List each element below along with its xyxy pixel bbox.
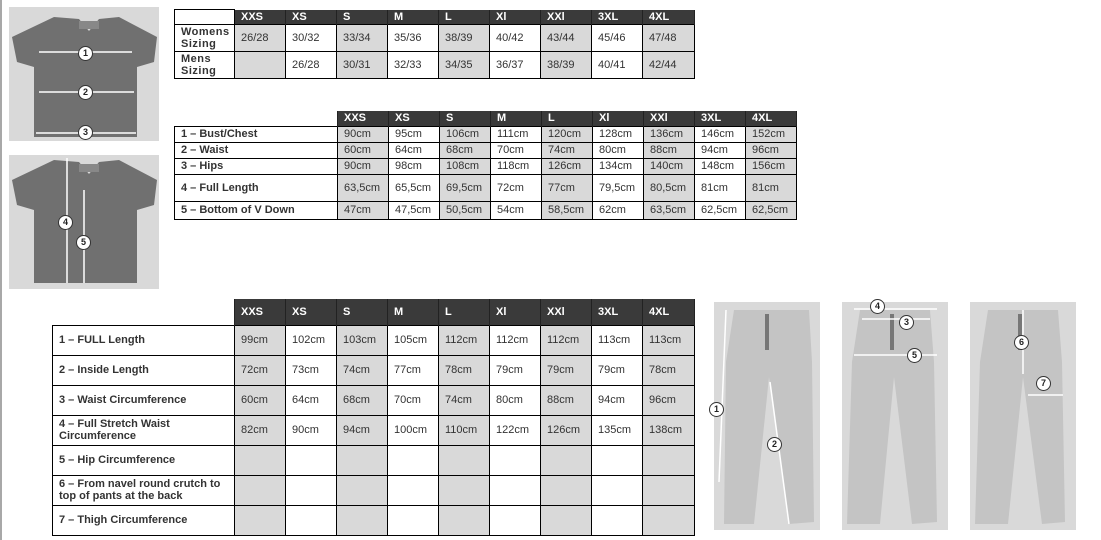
cell: 77cm	[388, 355, 439, 385]
marker-4: 4	[58, 215, 73, 230]
corner-cell	[53, 299, 235, 325]
table-row	[175, 201, 797, 219]
row-label: 3 – Hips	[175, 158, 338, 174]
top-measurements-table	[174, 111, 797, 220]
size-header: 4XL	[643, 10, 695, 25]
cell: 126cm	[541, 415, 592, 445]
marker-5: 5	[76, 235, 91, 250]
size-header: 3XL	[695, 111, 746, 126]
size-header: XXl	[644, 111, 695, 126]
cell: 112cm	[490, 325, 541, 355]
cell: 64cm	[286, 385, 337, 415]
cell: 62,5cm	[746, 201, 797, 219]
cell: 62,5cm	[695, 201, 746, 219]
corner-cell	[175, 10, 235, 25]
cell: 60cm	[338, 142, 389, 158]
size-conversion-table	[174, 9, 695, 79]
pants-measurements-table	[52, 299, 695, 536]
cell: 68cm	[440, 142, 491, 158]
cell	[643, 445, 695, 475]
cell: 74cm	[337, 355, 388, 385]
cell: 80,5cm	[644, 174, 695, 201]
cell: 118cm	[491, 158, 542, 174]
cell: 99cm	[235, 325, 286, 355]
cell	[541, 475, 592, 505]
cell	[235, 445, 286, 475]
cell: 35/36	[388, 25, 439, 52]
cell: 78cm	[439, 355, 490, 385]
cell: 90cm	[338, 126, 389, 142]
cell: 82cm	[235, 415, 286, 445]
cell: 26/28	[286, 52, 337, 79]
cell	[235, 475, 286, 505]
scrub-top-length-icon	[9, 155, 159, 289]
cell	[541, 445, 592, 475]
cell: 62cm	[593, 201, 644, 219]
size-header: Xl	[490, 299, 541, 325]
size-header: XXS	[338, 111, 389, 126]
size-header: XS	[286, 299, 337, 325]
cell: 112cm	[541, 325, 592, 355]
cell	[439, 505, 490, 535]
table-row	[53, 445, 695, 475]
cell: 96cm	[643, 385, 695, 415]
cell: 100cm	[388, 415, 439, 445]
table-row	[175, 142, 797, 158]
table-row	[53, 505, 695, 535]
cell: 70cm	[388, 385, 439, 415]
size-header: S	[440, 111, 491, 126]
cell: 156cm	[746, 158, 797, 174]
cell	[490, 475, 541, 505]
cell	[388, 475, 439, 505]
marker-3: 3	[899, 315, 914, 330]
cell: 138cm	[643, 415, 695, 445]
cell	[337, 475, 388, 505]
size-header: 3XL	[592, 299, 643, 325]
cell: 30/32	[286, 25, 337, 52]
cell	[643, 505, 695, 535]
row-label: 4 – Full Stretch Waist Circumference	[53, 415, 235, 445]
cell: 79,5cm	[593, 174, 644, 201]
cell: 134cm	[593, 158, 644, 174]
cell: 111cm	[491, 126, 542, 142]
row-label: 2 – Waist	[175, 142, 338, 158]
cell: 45/46	[592, 25, 643, 52]
cell	[439, 475, 490, 505]
cell: 68cm	[337, 385, 388, 415]
marker-1: 1	[78, 46, 93, 61]
cell	[286, 505, 337, 535]
cell: 152cm	[746, 126, 797, 142]
cell: 79cm	[592, 355, 643, 385]
cell: 73cm	[286, 355, 337, 385]
table-row	[175, 52, 695, 79]
table-row	[175, 174, 797, 201]
cell: 26/28	[235, 25, 286, 52]
row-label: 1 – Bust/Chest	[175, 126, 338, 142]
cell: 36/37	[490, 52, 541, 79]
scrub-top-length-diagram	[9, 155, 159, 289]
table-row	[175, 25, 695, 52]
cell: 65,5cm	[389, 174, 440, 201]
cell: 60cm	[235, 385, 286, 415]
pants-side-icon	[714, 302, 820, 530]
row-label: 5 – Bottom of V Down	[175, 201, 338, 219]
marker-2: 2	[78, 85, 93, 100]
row-label: 6 – From navel round crutch to top of pants at the back	[53, 475, 235, 505]
size-header: XXS	[235, 10, 286, 25]
marker-3: 3	[78, 125, 93, 140]
row-label: 4 – Full Length	[175, 174, 338, 201]
row-label: 5 – Hip Circumference	[53, 445, 235, 475]
page-left-border	[0, 0, 2, 540]
cell: 47/48	[643, 25, 695, 52]
size-header: M	[388, 10, 439, 25]
size-header: Xl	[593, 111, 644, 126]
size-header: S	[337, 299, 388, 325]
cell: 128cm	[593, 126, 644, 142]
marker-5: 5	[907, 348, 922, 363]
size-header: 3XL	[592, 10, 643, 25]
size-header: M	[388, 299, 439, 325]
cell: 33/34	[337, 25, 388, 52]
scrub-top-front-diagram	[9, 7, 159, 141]
cell: 113cm	[643, 325, 695, 355]
size-header: L	[542, 111, 593, 126]
cell: 110cm	[439, 415, 490, 445]
size-header: XXl	[541, 299, 592, 325]
cell	[235, 52, 286, 79]
cell: 47,5cm	[389, 201, 440, 219]
cell	[541, 505, 592, 535]
size-header: L	[439, 10, 490, 25]
table-row	[53, 475, 695, 505]
cell: 79cm	[490, 355, 541, 385]
cell: 126cm	[542, 158, 593, 174]
cell	[337, 505, 388, 535]
cell	[337, 445, 388, 475]
pants-rise-thigh-diagram	[970, 302, 1076, 530]
size-header: L	[439, 299, 490, 325]
cell: 88cm	[644, 142, 695, 158]
cell: 43/44	[541, 25, 592, 52]
cell	[643, 475, 695, 505]
cell: 63,5cm	[338, 174, 389, 201]
table-row	[53, 415, 695, 445]
cell: 135cm	[592, 415, 643, 445]
cell: 70cm	[491, 142, 542, 158]
cell: 40/41	[592, 52, 643, 79]
cell: 74cm	[439, 385, 490, 415]
table-row	[175, 126, 797, 142]
cell: 120cm	[542, 126, 593, 142]
cell: 103cm	[337, 325, 388, 355]
cell	[388, 505, 439, 535]
row-label: 3 – Waist Circumference	[53, 385, 235, 415]
cell: 34/35	[439, 52, 490, 79]
row-label: 7 – Thigh Circumference	[53, 505, 235, 535]
cell: 72cm	[235, 355, 286, 385]
table-row	[53, 355, 695, 385]
row-label: Mens Sizing	[175, 52, 235, 79]
cell: 40/42	[490, 25, 541, 52]
cell	[439, 445, 490, 475]
cell: 96cm	[746, 142, 797, 158]
cell: 42/44	[643, 52, 695, 79]
cell: 94cm	[695, 142, 746, 158]
cell: 106cm	[440, 126, 491, 142]
cell: 113cm	[592, 325, 643, 355]
cell	[490, 505, 541, 535]
size-header: XXS	[235, 299, 286, 325]
cell: 95cm	[389, 126, 440, 142]
size-header: XS	[389, 111, 440, 126]
size-header: XS	[286, 10, 337, 25]
size-header: S	[337, 10, 388, 25]
marker-6: 6	[1014, 335, 1029, 350]
row-label: 1 – FULL Length	[53, 325, 235, 355]
cell: 88cm	[541, 385, 592, 415]
cell: 69,5cm	[440, 174, 491, 201]
cell: 90cm	[286, 415, 337, 445]
cell: 74cm	[542, 142, 593, 158]
table-row	[53, 385, 695, 415]
marker-1: 1	[709, 402, 724, 417]
size-header: 4XL	[746, 111, 797, 126]
cell: 148cm	[695, 158, 746, 174]
cell: 90cm	[338, 158, 389, 174]
cell: 140cm	[644, 158, 695, 174]
marker-2: 2	[767, 437, 782, 452]
cell: 94cm	[592, 385, 643, 415]
cell: 78cm	[643, 355, 695, 385]
cell	[592, 445, 643, 475]
cell: 81cm	[746, 174, 797, 201]
cell	[388, 445, 439, 475]
cell: 30/31	[337, 52, 388, 79]
size-header: XXl	[541, 10, 592, 25]
cell: 63,5cm	[644, 201, 695, 219]
cell	[235, 505, 286, 535]
cell: 80cm	[490, 385, 541, 415]
cell: 122cm	[490, 415, 541, 445]
size-header: 4XL	[643, 299, 695, 325]
cell: 50,5cm	[440, 201, 491, 219]
cell: 136cm	[644, 126, 695, 142]
pants-length-diagram	[714, 302, 820, 530]
cell: 102cm	[286, 325, 337, 355]
table-row	[53, 325, 695, 355]
pants-front-icon	[842, 302, 948, 530]
cell: 64cm	[389, 142, 440, 158]
marker-7: 7	[1036, 376, 1051, 391]
corner-cell	[175, 111, 338, 126]
table-row	[175, 158, 797, 174]
cell: 81cm	[695, 174, 746, 201]
cell: 38/39	[541, 52, 592, 79]
cell: 47cm	[338, 201, 389, 219]
cell: 32/33	[388, 52, 439, 79]
cell: 77cm	[542, 174, 593, 201]
scrub-top-front-icon	[9, 7, 159, 141]
marker-4: 4	[870, 299, 885, 314]
cell	[286, 445, 337, 475]
size-header: Xl	[490, 10, 541, 25]
cell: 80cm	[593, 142, 644, 158]
cell: 146cm	[695, 126, 746, 142]
cell: 105cm	[388, 325, 439, 355]
size-header: M	[491, 111, 542, 126]
cell	[490, 445, 541, 475]
cell: 54cm	[491, 201, 542, 219]
cell	[286, 475, 337, 505]
cell: 58,5cm	[542, 201, 593, 219]
pants-waist-hip-diagram	[842, 302, 948, 530]
row-label: Womens Sizing	[175, 25, 235, 52]
cell: 72cm	[491, 174, 542, 201]
row-label: 2 – Inside Length	[53, 355, 235, 385]
cell	[592, 475, 643, 505]
cell: 38/39	[439, 25, 490, 52]
cell: 108cm	[440, 158, 491, 174]
cell	[592, 505, 643, 535]
cell: 94cm	[337, 415, 388, 445]
cell: 79cm	[541, 355, 592, 385]
cell: 112cm	[439, 325, 490, 355]
cell: 98cm	[389, 158, 440, 174]
